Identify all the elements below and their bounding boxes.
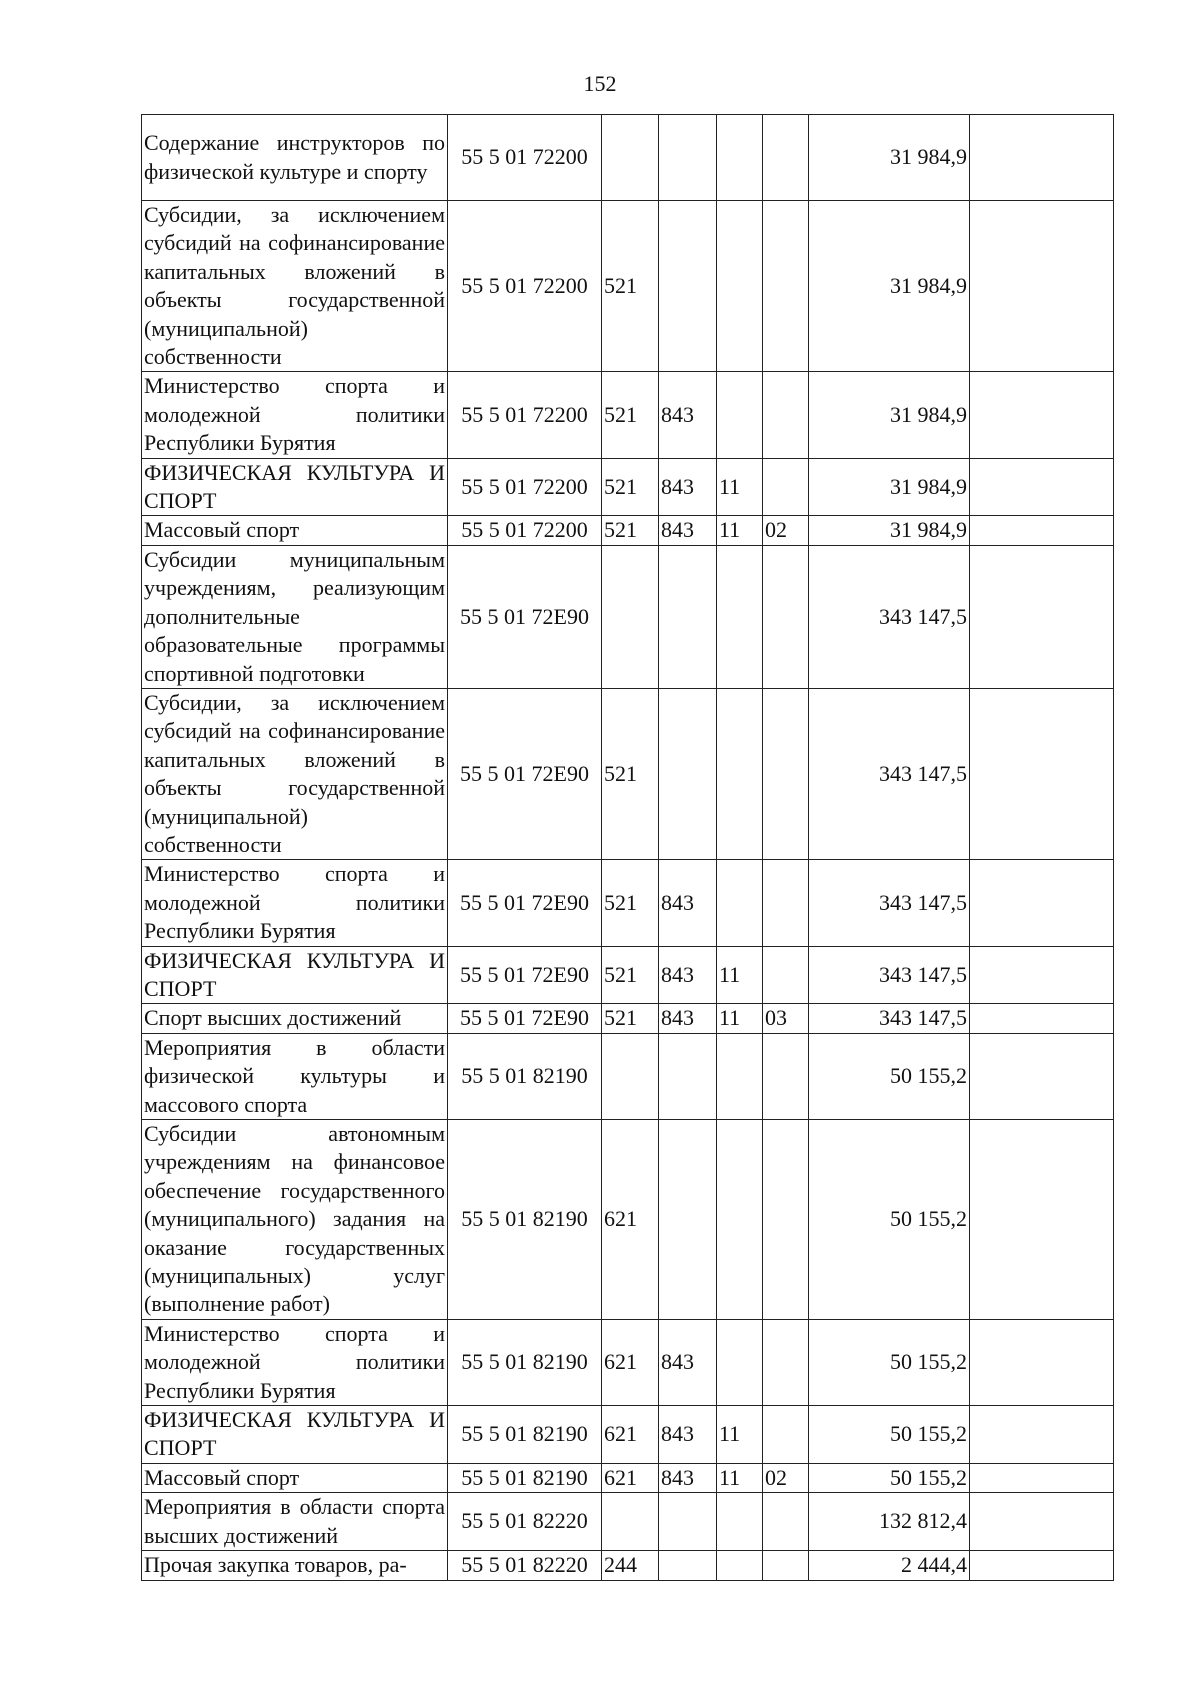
amount: 132 812,4 [809, 1493, 970, 1551]
page-number: 152 [583, 71, 617, 96]
expense-type: 244 [602, 1551, 659, 1580]
expense-type [602, 545, 659, 688]
table-row [142, 1004, 1114, 1033]
amount: 50 155,2 [809, 1033, 970, 1119]
target-code: 55 5 01 72200 [448, 372, 602, 458]
amount: 50 155,2 [809, 1120, 970, 1320]
expense-type: 621 [602, 1406, 659, 1464]
item-name: Содержание инструкторов по физической культуре и спорту [142, 115, 448, 201]
empty-cell [970, 946, 1114, 1004]
table-row [142, 1551, 1114, 1580]
ministry-code: 843 [659, 860, 717, 946]
item-name: ФИЗИЧЕСКАЯ КУЛЬТУРА И СПОРТ [142, 1406, 448, 1464]
item-name: Спорт высших достижений [142, 1004, 448, 1033]
item-name: Прочая закупка товаров, ра- [142, 1551, 448, 1580]
ministry-code: 843 [659, 1463, 717, 1492]
table-row [142, 1463, 1114, 1492]
subsection-code [763, 946, 809, 1004]
item-name: Мероприятия в области спорта высших достижений [142, 1493, 448, 1551]
section-code [717, 545, 763, 688]
subsection-code [763, 1319, 809, 1405]
table-row [142, 545, 1114, 688]
target-code: 55 5 01 72Е90 [448, 1004, 602, 1033]
amount: 343 147,5 [809, 1004, 970, 1033]
target-code: 55 5 01 72Е90 [448, 946, 602, 1004]
expense-type: 521 [602, 860, 659, 946]
item-name: ФИЗИЧЕСКАЯ КУЛЬТУРА И СПОРТ [142, 946, 448, 1004]
subsection-code: 02 [763, 516, 809, 545]
item-name: Субсидии, за исключением субсидий на софинансирование капитальных вложений в объекты государственной (муниципальной) собственности [142, 688, 448, 859]
section-code: 11 [717, 516, 763, 545]
target-code: 55 5 01 82190 [448, 1319, 602, 1405]
target-code: 55 5 01 72Е90 [448, 545, 602, 688]
target-code: 55 5 01 72200 [448, 115, 602, 201]
subsection-code [763, 1120, 809, 1320]
item-name: Массовый спорт [142, 516, 448, 545]
target-code: 55 5 01 72200 [448, 458, 602, 516]
subsection-code [763, 372, 809, 458]
expense-type: 521 [602, 1004, 659, 1033]
target-code: 55 5 01 82190 [448, 1463, 602, 1492]
section-code: 11 [717, 1004, 763, 1033]
section-code: 11 [717, 458, 763, 516]
amount: 343 147,5 [809, 545, 970, 688]
subsection-code [763, 1033, 809, 1119]
ministry-code [659, 1493, 717, 1551]
section-code [717, 115, 763, 201]
ministry-code [659, 545, 717, 688]
item-name: Субсидии, за исключением субсидий на софинансирование капитальных вложений в объекты государственной (муниципальной) собственности [142, 201, 448, 372]
table-row [142, 860, 1114, 946]
subsection-code: 02 [763, 1463, 809, 1492]
expense-type: 521 [602, 516, 659, 545]
section-code [717, 688, 763, 859]
subsection-code: 03 [763, 1004, 809, 1033]
empty-cell [970, 1033, 1114, 1119]
ministry-code: 843 [659, 1406, 717, 1464]
section-code: 11 [717, 1463, 763, 1492]
amount: 50 155,2 [809, 1406, 970, 1464]
amount: 31 984,9 [809, 516, 970, 545]
table-row [142, 115, 1114, 201]
empty-cell [970, 1493, 1114, 1551]
ministry-code: 843 [659, 458, 717, 516]
expense-type: 521 [602, 372, 659, 458]
empty-cell [970, 201, 1114, 372]
table-row [142, 201, 1114, 372]
table-row [142, 1120, 1114, 1320]
item-name: ФИЗИЧЕСКАЯ КУЛЬТУРА И СПОРТ [142, 458, 448, 516]
subsection-code [763, 1551, 809, 1580]
table-row [142, 516, 1114, 545]
ministry-code: 843 [659, 946, 717, 1004]
target-code: 55 5 01 82220 [448, 1493, 602, 1551]
subsection-code [763, 458, 809, 516]
table-row [142, 946, 1114, 1004]
subsection-code [763, 545, 809, 688]
expense-type [602, 115, 659, 201]
amount: 50 155,2 [809, 1463, 970, 1492]
section-code [717, 1120, 763, 1320]
expense-type: 621 [602, 1319, 659, 1405]
target-code: 55 5 01 72Е90 [448, 860, 602, 946]
amount: 343 147,5 [809, 688, 970, 859]
empty-cell [970, 1319, 1114, 1405]
subsection-code [763, 1493, 809, 1551]
item-name: Массовый спорт [142, 1463, 448, 1492]
expense-type: 621 [602, 1463, 659, 1492]
target-code: 55 5 01 82190 [448, 1033, 602, 1119]
amount: 31 984,9 [809, 115, 970, 201]
amount: 2 444,4 [809, 1551, 970, 1580]
target-code: 55 5 01 82190 [448, 1406, 602, 1464]
ministry-code [659, 1120, 717, 1320]
ministry-code [659, 115, 717, 201]
ministry-code [659, 201, 717, 372]
empty-cell [970, 545, 1114, 688]
section-code [717, 860, 763, 946]
empty-cell [970, 1406, 1114, 1464]
amount: 31 984,9 [809, 372, 970, 458]
ministry-code: 843 [659, 516, 717, 545]
empty-cell [970, 1120, 1114, 1320]
target-code: 55 5 01 82190 [448, 1120, 602, 1320]
table-row [142, 458, 1114, 516]
section-code [717, 1551, 763, 1580]
empty-cell [970, 516, 1114, 545]
target-code: 55 5 01 72200 [448, 201, 602, 372]
subsection-code [763, 688, 809, 859]
expense-type: 521 [602, 946, 659, 1004]
amount: 31 984,9 [809, 458, 970, 516]
section-code [717, 372, 763, 458]
section-code: 11 [717, 946, 763, 1004]
ministry-code [659, 1033, 717, 1119]
item-name: Субсидии автономным учреждениям на финансовое обеспечение государственного (муниципального) задания на оказание государственных (муниципальных) услуг (выполнение работ) [142, 1120, 448, 1320]
target-code: 55 5 01 72Е90 [448, 688, 602, 859]
amount: 50 155,2 [809, 1319, 970, 1405]
table-row [142, 1493, 1114, 1551]
subsection-code [763, 860, 809, 946]
empty-cell [970, 1551, 1114, 1580]
table-row [142, 1319, 1114, 1405]
target-code: 55 5 01 82220 [448, 1551, 602, 1580]
amount: 343 147,5 [809, 946, 970, 1004]
expense-type [602, 1493, 659, 1551]
expense-type [602, 1033, 659, 1119]
expense-type: 621 [602, 1120, 659, 1320]
item-name: Мероприятия в области физической культуры и массового спорта [142, 1033, 448, 1119]
subsection-code [763, 1406, 809, 1464]
item-name: Министерство спорта и молодежной политики Республики Бурятия [142, 1319, 448, 1405]
ministry-code [659, 688, 717, 859]
empty-cell [970, 1463, 1114, 1492]
ministry-code [659, 1551, 717, 1580]
table-row [142, 1033, 1114, 1119]
item-name: Субсидии муниципальным учреждениям, реализующим дополнительные образовательные программы спортивной подготовки [142, 545, 448, 688]
empty-cell [970, 115, 1114, 201]
item-name: Министерство спорта и молодежной политики Республики Бурятия [142, 372, 448, 458]
expense-type: 521 [602, 201, 659, 372]
empty-cell [970, 1004, 1114, 1033]
budget-table [141, 114, 1114, 1581]
table-row [142, 688, 1114, 859]
item-name: Министерство спорта и молодежной политики Республики Бурятия [142, 860, 448, 946]
table-row [142, 372, 1114, 458]
table-body [142, 115, 1114, 1581]
ministry-code: 843 [659, 1004, 717, 1033]
section-code [717, 1319, 763, 1405]
subsection-code [763, 115, 809, 201]
table-row [142, 1406, 1114, 1464]
amount: 31 984,9 [809, 201, 970, 372]
subsection-code [763, 201, 809, 372]
section-code [717, 1033, 763, 1119]
section-code: 11 [717, 1406, 763, 1464]
section-code [717, 201, 763, 372]
ministry-code: 843 [659, 1319, 717, 1405]
expense-type: 521 [602, 458, 659, 516]
section-code [717, 1493, 763, 1551]
ministry-code: 843 [659, 372, 717, 458]
target-code: 55 5 01 72200 [448, 516, 602, 545]
expense-type: 521 [602, 688, 659, 859]
amount: 343 147,5 [809, 860, 970, 946]
empty-cell [970, 458, 1114, 516]
empty-cell [970, 688, 1114, 859]
empty-cell [970, 372, 1114, 458]
empty-cell [970, 860, 1114, 946]
